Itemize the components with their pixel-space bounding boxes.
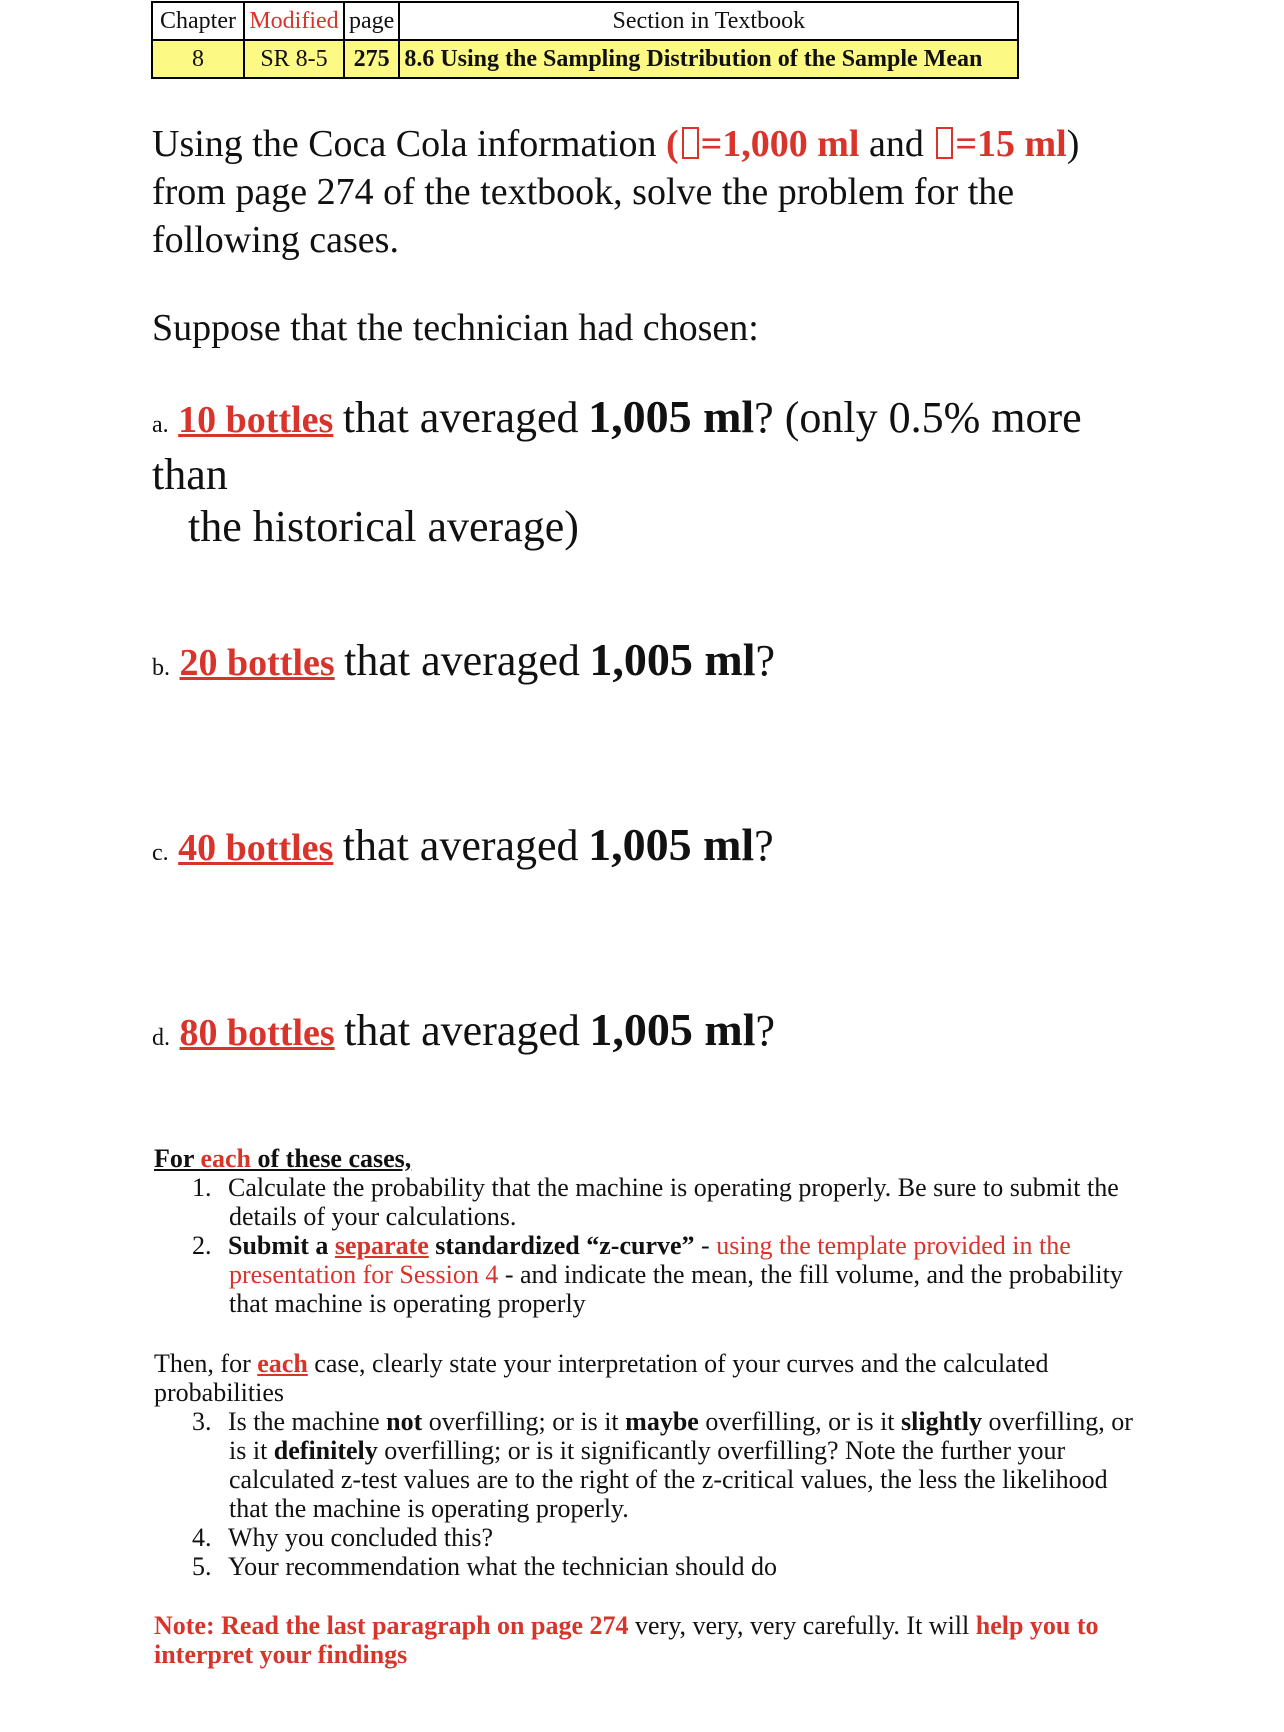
then-post: case, clearly state your interpretation of your curves and the calculated probabilities — [154, 1349, 1049, 1407]
list-number: 2. — [192, 1231, 212, 1260]
case-count: 80 bottles — [179, 1012, 335, 1054]
note-mid: very, very, very carefully. It will — [628, 1611, 976, 1640]
for-each-emphasis: each — [200, 1144, 251, 1173]
intro-paragraph — [152, 120, 1152, 264]
list-number: 5. — [192, 1552, 212, 1581]
case-label: b. — [152, 655, 170, 681]
chapter-value: 8 — [152, 40, 244, 78]
then-pre: Then, for — [154, 1349, 258, 1378]
mu-symbol-icon — [682, 127, 699, 159]
case-d — [152, 1005, 775, 1063]
list-item — [154, 1173, 1134, 1231]
note-end: help you to interpret your findings — [154, 1611, 1099, 1669]
case-label: c. — [152, 840, 169, 866]
list-item — [154, 1407, 1134, 1523]
case-label: a. — [152, 412, 169, 438]
for-each-pre: For — [154, 1144, 201, 1173]
then-emphasis: each — [257, 1349, 308, 1378]
col-section-header: Section in Textbook — [399, 2, 1018, 40]
case-tail: ? — [755, 1006, 776, 1055]
case-count: 20 bottles — [179, 642, 335, 684]
for-each-post: of these cases, — [251, 1144, 412, 1173]
case-tail: ? (only 0.5% more than — [152, 393, 1082, 499]
case-text: that averaged — [342, 821, 579, 870]
list-item — [154, 1552, 1134, 1581]
col-modified-header: Modified — [244, 2, 344, 40]
page-value: 275 — [344, 40, 399, 78]
case-count: 10 bottles — [178, 399, 334, 441]
separate-emphasis: separate — [334, 1231, 429, 1260]
for-each-heading — [154, 1144, 1134, 1173]
intro-open-paren: ( — [665, 123, 679, 165]
list-number: 3. — [192, 1407, 212, 1436]
case-count: 40 bottles — [178, 827, 334, 869]
case-a — [152, 392, 1152, 552]
list-text — [229, 1231, 1134, 1318]
list-text: Your recommendation what the technician should do — [228, 1552, 778, 1581]
list-text: Calculate the probability that the machine is operating properly. Be sure to submit the details of your calculations. — [228, 1173, 1119, 1231]
list-text — [229, 1407, 1134, 1523]
list-text: Why you concluded this? — [228, 1523, 493, 1552]
case-amount: 1,005 ml — [589, 634, 756, 685]
text-part: overfilling; or is it significantly overfilling? Note the further your calculated z-test values are to the right of the z-critical values, the less the likelihood that the machine is operating properly. — [229, 1436, 1108, 1523]
list-number: 4. — [192, 1523, 212, 1552]
header-table — [151, 1, 1019, 79]
sigma-symbol-icon — [936, 127, 953, 159]
intro-text: Using the Coca Cola information — [152, 123, 657, 165]
col-chapter-header: Chapter — [152, 2, 244, 40]
case-b — [152, 635, 775, 693]
note-lead: Note: Read the last paragraph on page 274 — [154, 1611, 629, 1640]
bold-part: definitely — [273, 1436, 378, 1465]
case-c — [152, 820, 774, 878]
suppose-line: Suppose that the technician had chosen: — [152, 307, 759, 349]
rest-text: - and indicate the mean, the fill volume, and the probability that machine is operating properly — [229, 1260, 1123, 1318]
case-text: that averaged — [342, 393, 579, 442]
bold-part: slightly — [901, 1407, 982, 1436]
col-page-header: page — [344, 2, 399, 40]
case-tail: ? — [754, 821, 774, 870]
sigma-value: =15 ml — [955, 123, 1067, 165]
text-part: Is the machine — [228, 1407, 387, 1436]
case-continuation: the historical average) — [188, 502, 579, 551]
modified-value: SR 8-5 — [244, 40, 344, 78]
case-text: that averaged — [344, 1006, 580, 1055]
intro-text-2: from page 274 of the textbook, solve the problem for the following cases. — [152, 171, 1015, 261]
text-part: overfilling; or is it — [422, 1407, 626, 1436]
case-text: that averaged — [344, 636, 580, 685]
note-paragraph — [154, 1611, 1134, 1669]
case-amount: 1,005 ml — [589, 1004, 756, 1055]
intro-close-paren: ) — [1066, 123, 1080, 165]
then-paragraph — [154, 1349, 1134, 1407]
list-item — [154, 1523, 1134, 1552]
case-amount: 1,005 ml — [588, 819, 755, 870]
bold-part: maybe — [625, 1407, 699, 1436]
case-tail: ? — [755, 636, 776, 685]
case-amount: 1,005 ml — [588, 391, 755, 442]
mu-value: =1,000 ml — [700, 123, 860, 165]
section-value: 8.6 Using the Sampling Distribution of the Sample Mean — [399, 40, 1018, 78]
text-part: overfilling, or is it — [698, 1407, 902, 1436]
list-number: 1. — [192, 1173, 212, 1202]
instruction-list-2 — [154, 1407, 1134, 1581]
template-reference: using the template provided in the presentation for Session 4 — [229, 1231, 1071, 1289]
instruction-list-1 — [154, 1173, 1134, 1318]
case-label: d. — [152, 1025, 170, 1051]
standardized-text: standardized “z-curve” — [428, 1231, 695, 1260]
text-part: overfilling, or is it — [229, 1407, 1133, 1465]
dash-text: - — [694, 1231, 717, 1260]
list-item — [154, 1231, 1134, 1318]
intro-and: and — [859, 123, 934, 165]
bold-part: not — [386, 1407, 423, 1436]
submit-text: Submit a — [228, 1231, 335, 1260]
